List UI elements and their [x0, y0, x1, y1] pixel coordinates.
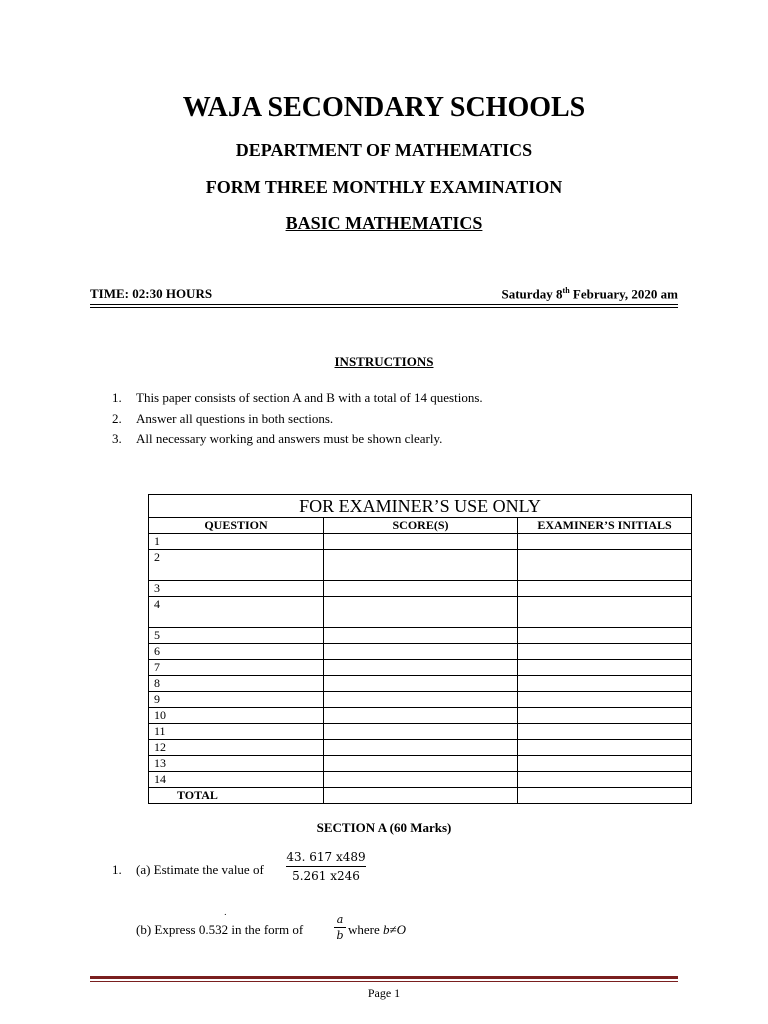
table-row	[149, 740, 692, 756]
question-cell: 12	[149, 740, 324, 756]
table-row	[149, 581, 692, 597]
question-cell: 2	[149, 550, 324, 581]
initials-cell	[518, 724, 692, 740]
initials-cell	[518, 740, 692, 756]
score-cell	[324, 756, 518, 772]
initials-cell	[518, 597, 692, 628]
score-cell	[324, 628, 518, 644]
instruction-item: 3. All necessary working and answers must be shown clearly.	[112, 431, 443, 446]
footer-rule-thin	[90, 981, 678, 982]
question-1b-text: (b) Express 0.53 ˙ 2 in the form of	[136, 913, 304, 937]
score-cell	[324, 660, 518, 676]
question-cell: 3	[149, 581, 324, 597]
section-a-title: SECTION A (60 Marks)	[316, 820, 452, 835]
fraction-denominator: 5.261 x246	[292, 869, 360, 883]
total-initials-cell	[518, 788, 692, 804]
total-score-cell	[324, 788, 518, 804]
total-label: TOTAL	[149, 788, 324, 804]
time-date-line	[90, 286, 678, 302]
footer-rule-thick	[90, 976, 678, 979]
divider-bottom	[90, 307, 678, 308]
question-cell: 13	[149, 756, 324, 772]
initials-cell	[518, 534, 692, 550]
question-cell: 8	[149, 676, 324, 692]
fraction-numerator: 43. 617 x489	[286, 850, 366, 864]
exam-date: Saturday 8th February, 2020 am	[501, 286, 678, 302]
fraction-1b: a b	[334, 913, 346, 942]
score-cell	[324, 676, 518, 692]
initials-cell	[518, 756, 692, 772]
header-initials: EXAMINER’S INITIALS	[518, 518, 692, 534]
score-cell	[324, 708, 518, 724]
question-cell: 10	[149, 708, 324, 724]
question-1b-condition: where b≠O	[348, 922, 407, 937]
initials-cell	[518, 772, 692, 788]
question-number: 1.	[112, 862, 122, 877]
score-cell	[324, 692, 518, 708]
instructions-title: INSTRUCTIONS	[334, 354, 434, 369]
score-cell	[324, 597, 518, 628]
table-row	[149, 724, 692, 740]
score-cell	[324, 550, 518, 581]
header-question: QUESTION	[149, 518, 324, 534]
initials-cell	[518, 692, 692, 708]
table-row	[149, 756, 692, 772]
instruction-item: 2. Answer all questions in both sections.	[112, 410, 334, 426]
instructions-list	[112, 388, 483, 450]
initials-cell	[518, 550, 692, 581]
table-row	[149, 676, 692, 692]
school-name: WAJA SECONDARY SCHOOLS	[182, 92, 586, 123]
question-cell: 6	[149, 644, 324, 660]
table-row	[149, 708, 692, 724]
fraction-1a	[286, 850, 366, 883]
initials-cell	[518, 644, 692, 660]
question-1a-text: (a) Estimate the value of	[136, 862, 264, 877]
table-row	[149, 534, 692, 550]
table-row	[149, 550, 692, 581]
department-title: DEPARTMENT OF MATHEMATICS	[235, 140, 533, 160]
examiner-table	[148, 494, 692, 804]
page-number: Page 1	[367, 986, 401, 1000]
table-row	[149, 597, 692, 628]
header-score: SCORE(S)	[324, 518, 518, 534]
exam-title: FORM THREE MONTHLY EXAMINATION	[205, 177, 563, 197]
initials-cell	[518, 676, 692, 692]
divider-top	[90, 304, 678, 305]
table-caption: FOR EXAMINER’S USE ONLY	[149, 495, 692, 518]
question-cell: 7	[149, 660, 324, 676]
table-row	[149, 644, 692, 660]
initials-cell	[518, 660, 692, 676]
exam-time: TIME: 02:30 HOURS	[90, 286, 213, 301]
score-cell	[324, 772, 518, 788]
initials-cell	[518, 628, 692, 644]
score-cell	[324, 724, 518, 740]
question-cell: 11	[149, 724, 324, 740]
score-cell	[324, 581, 518, 597]
initials-cell	[518, 581, 692, 597]
table-row	[149, 772, 692, 788]
question-cell: 4	[149, 597, 324, 628]
score-cell	[324, 740, 518, 756]
question-cell: 14	[149, 772, 324, 788]
score-cell	[324, 534, 518, 550]
table-row	[149, 692, 692, 708]
table-row	[149, 628, 692, 644]
question-cell: 9	[149, 692, 324, 708]
score-cell	[324, 644, 518, 660]
instruction-item: 1. This paper consists of section A and B with a total of 14 questions.	[112, 390, 483, 405]
initials-cell	[518, 708, 692, 724]
question-cell: 5	[149, 628, 324, 644]
table-row	[149, 660, 692, 676]
question-cell: 1	[149, 534, 324, 550]
subject-title: BASIC MATHEMATICS	[285, 213, 483, 233]
